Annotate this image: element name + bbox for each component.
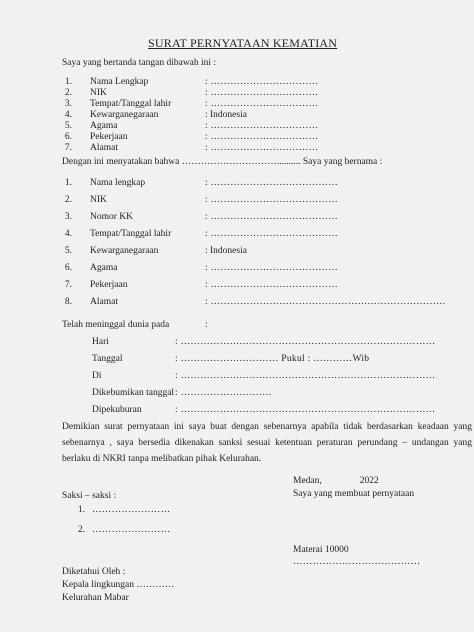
field-value: : Indonesia: [205, 110, 247, 120]
field-value: : Indonesia: [205, 246, 247, 256]
field-label: Kewarganegaraan: [90, 246, 159, 256]
signature-line: …………………………………: [293, 557, 421, 567]
intro-text: Saya yang bertanda tangan dibawah ini :: [62, 58, 217, 68]
field-label: Dikebumikan tanggal: [92, 388, 175, 398]
field-label: Nama lengkap: [90, 178, 146, 188]
list-number: 6.: [64, 263, 72, 273]
list-number: 2.: [64, 88, 72, 98]
list-number: 7.: [64, 280, 72, 290]
declaration-text: Dengan ini menyatakan bahwa ………………………….......... Saya yang bernama :: [62, 157, 383, 167]
list-number: 1.: [64, 77, 72, 87]
field-label: Dipekuburan: [92, 405, 142, 415]
field-value: : ………………………………………………………………: [205, 297, 446, 307]
field-label: Tanggal: [92, 354, 123, 364]
signer-label: Saya yang membuat pernyataan: [293, 489, 415, 499]
kelurahan-name: Kelurahan Mabar: [62, 593, 129, 603]
witness-line: ……………………: [92, 505, 171, 515]
witness-label: Saksi – saksi :: [62, 491, 117, 501]
field-label: Pekerjaan: [90, 132, 128, 142]
field-value: : …………………………………: [205, 195, 339, 205]
field-value: : …………………………………: [205, 280, 339, 290]
field-value: : ……………………….: [175, 388, 272, 398]
field-value: : ……………………………: [205, 143, 319, 153]
list-number: 4.: [64, 229, 72, 239]
field-value: : ……………………………: [205, 121, 319, 131]
list-number: 3.: [64, 212, 72, 222]
list-number: 8.: [64, 297, 72, 307]
list-number: 5.: [64, 121, 72, 131]
field-label: Tempat/Tanggal lahir: [90, 229, 172, 239]
field-label: Pekerjaan: [90, 280, 128, 290]
list-number: 5.: [64, 246, 72, 256]
death-heading: Telah meninggal dunia pada: [62, 320, 170, 330]
field-label: Nama Lengkap: [90, 77, 149, 87]
field-value: : ……………………………………………………………………: [175, 337, 436, 347]
field-value: : …………………………………: [205, 263, 339, 273]
field-label: Hari: [92, 337, 109, 347]
field-value: : ……………………………: [205, 99, 319, 109]
field-value: : ……………………………………………………………………: [175, 405, 436, 415]
death-heading-colon: :: [205, 320, 208, 330]
field-value: : ……………………………: [205, 88, 319, 98]
field-label: Kewarganegaraan: [90, 110, 159, 120]
list-number: 6.: [64, 132, 72, 142]
field-label: Alamat: [90, 143, 118, 153]
witness-number: 2.: [78, 525, 86, 535]
closing-paragraph: Demikian surat pernyataan ini saya buat dengan sebenarnya apabila tidak berdasarkan keadaan yang sebenarnya , saya bersedia dikenakan sanksi sesuai ketentuan peraturan perundang – undangan yang berlaku di NKRI tanpa melibatkan pihak Kelurahan.: [62, 422, 472, 464]
materai-label: Materai 10000: [293, 545, 349, 555]
list-number: 7.: [64, 143, 72, 153]
field-label: NIK: [90, 195, 107, 205]
document-title: SURAT PERNYATAAN KEMATIAN: [148, 36, 338, 50]
field-label: Alamat: [90, 297, 118, 307]
field-label: Di: [92, 371, 102, 381]
field-value: : ……………………………: [205, 132, 319, 142]
list-number: 2.: [64, 195, 72, 205]
field-value: : ……………………………………………………………………: [175, 371, 436, 381]
field-label: Agama: [90, 263, 118, 273]
field-value: : ………………………… Pukul : …………Wib: [175, 354, 370, 364]
kepala-lingkungan: Kepala lingkungan …………: [62, 580, 175, 590]
acknowledged-label: Diketahui Oleh :: [62, 567, 126, 577]
field-value: : …………………………………: [205, 229, 339, 239]
field-label: Tempat/Tanggal lahir: [90, 99, 172, 109]
list-number: 1.: [64, 178, 72, 188]
place-date: Medan, 2022: [293, 476, 379, 486]
field-label: Nomor KK: [90, 212, 134, 222]
list-number: 3.: [64, 99, 72, 109]
witness-number: 1.: [78, 505, 86, 515]
field-value: : …………………………………: [205, 178, 339, 188]
field-value: : ……………………………: [205, 77, 319, 87]
list-number: 4.: [64, 110, 72, 120]
witness-line: ……………………: [92, 525, 171, 535]
field-label: NIK: [90, 88, 107, 98]
field-label: Agama: [90, 121, 118, 131]
field-value: : …………………………………: [205, 212, 339, 222]
